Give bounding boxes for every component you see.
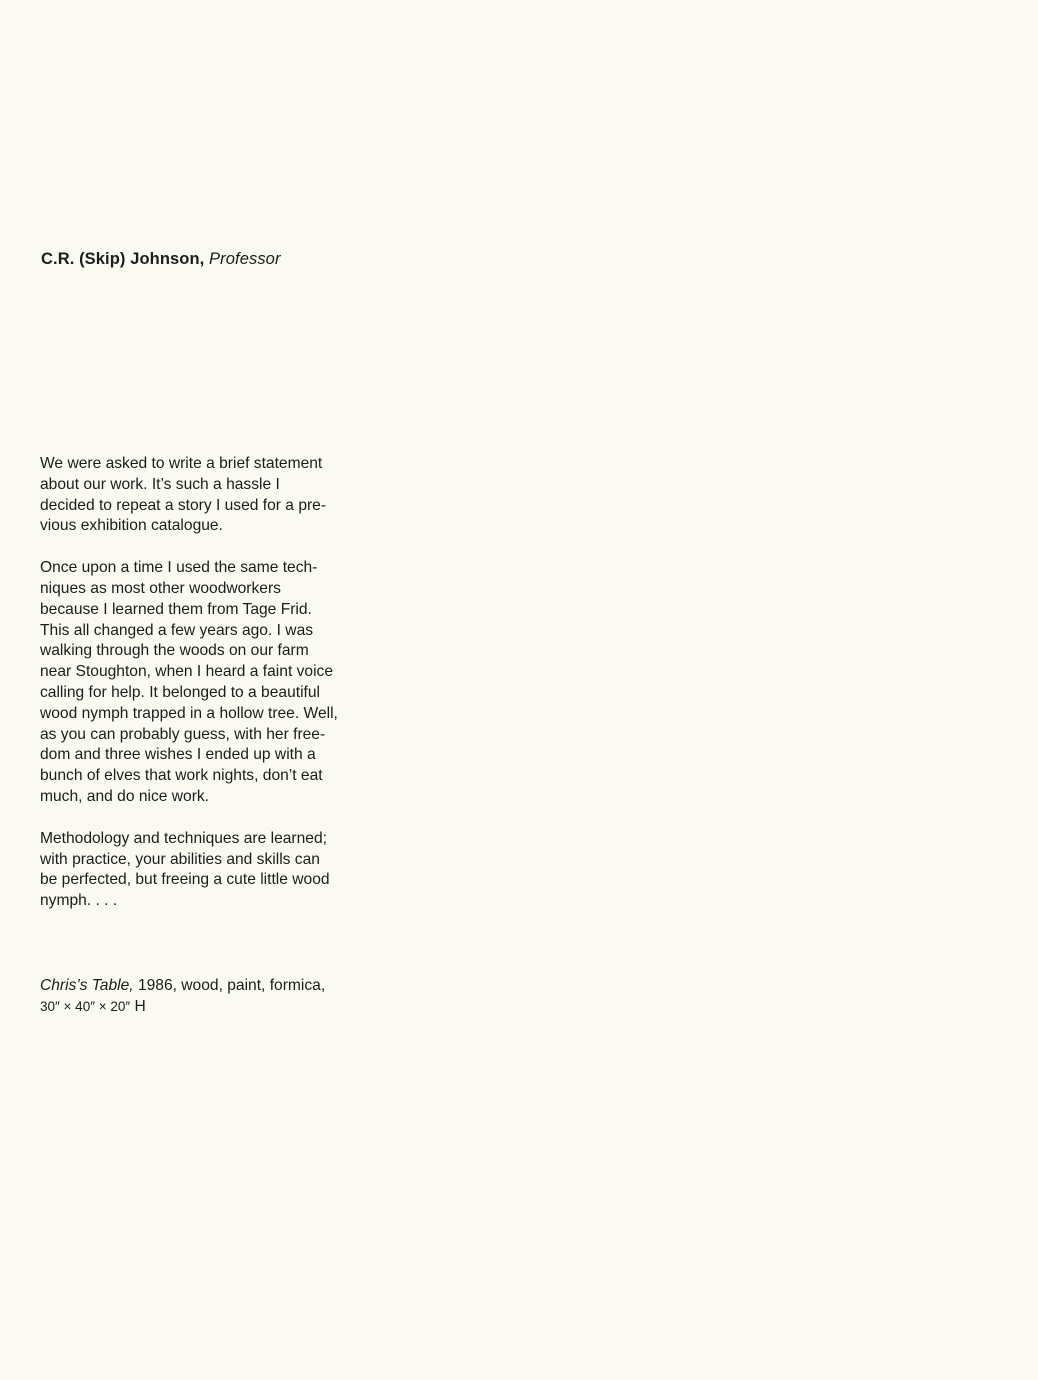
text-line: much, and do nice work. [40,787,210,805]
artist-role: Professor [209,250,281,268]
artwork-dimension-suffix: H [130,998,146,1015]
statement-paragraph-3 [40,829,380,912]
text-line: walking through the woods on our farm [40,642,309,660]
text-line: bunch of elves that work nights, don’t eat [40,767,323,785]
artwork-caption [40,975,380,1017]
text-line: This all changed a few years ago. I was [40,621,314,639]
caption-line-2 [40,996,380,1017]
artist-name: C.R. (Skip) Johnson, [41,250,205,268]
text-line: be perfected, but freeing a cute little wood [40,871,330,889]
text-line: near Stoughton, when I heard a faint voice [40,663,334,681]
statement-paragraph-1 [40,454,380,537]
text-line: vious exhibition catalogue. [40,517,223,535]
text-line: Once upon a time I used the same tech- [40,559,318,577]
artist-heading [41,250,281,269]
text-line: decided to repeat a story I used for a pre- [40,496,327,514]
caption-line-1 [40,975,380,996]
text-line: wood nymph trapped in a hollow tree. Well, [40,704,338,722]
artwork-details: 1986, wood, paint, formica, [133,977,326,994]
artwork-dimensions: 30″ × 40″ × 20″ [40,999,131,1014]
text-line: We were asked to write a brief statement [40,455,323,472]
artist-statement [40,454,380,933]
text-line: niques as most other woodworkers [40,579,281,597]
text-line: as you can probably guess, with her free- [40,725,326,743]
artwork-title: Chris’s Table, [40,977,134,994]
text-line: dom and three wishes I ended up with a [40,746,316,764]
statement-paragraph-2 [40,558,380,808]
text-line: calling for help. It belonged to a beautiful [40,683,321,701]
text-line: nymph. . . . [40,892,118,910]
text-line: with practice, your abilities and skills can [40,850,320,868]
text-line: because I learned them from Tage Frid. [40,600,312,618]
text-line: about our work. It’s such a hassle I [40,475,280,493]
text-line: Methodology and techniques are learned; [40,829,327,847]
